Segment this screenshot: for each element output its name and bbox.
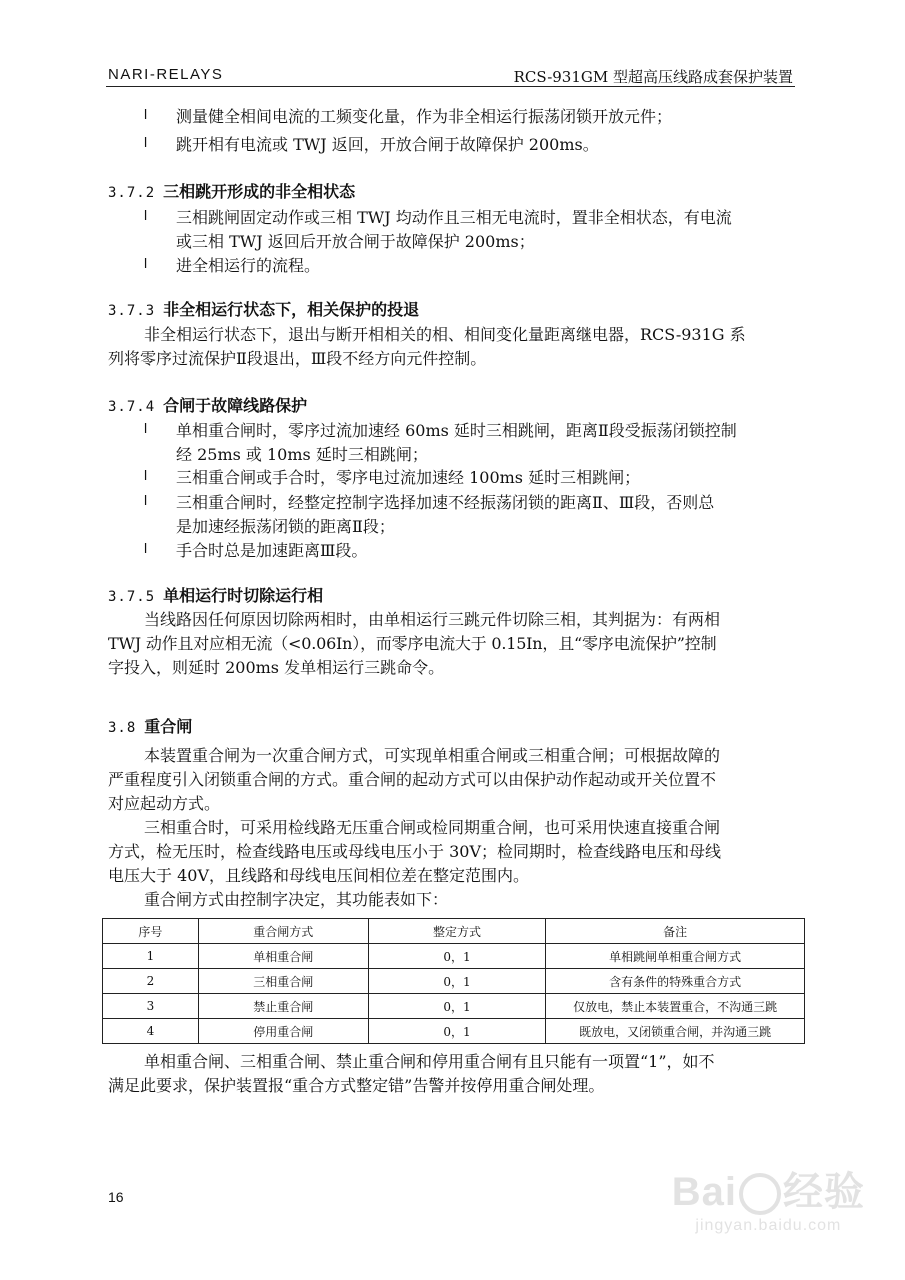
bullet-marker: l: [144, 420, 148, 436]
paragraph-line: 电压大于 40V，且线路和母线电压间相位差在整定范围内。: [108, 866, 530, 885]
section-title: 单相运行时切除运行相: [163, 586, 324, 605]
paragraph-line: 对应起动方式。: [108, 794, 221, 813]
section-title: 三相跳开形成的非全相状态: [163, 182, 356, 201]
table-cell: 停用重合闸: [198, 1019, 368, 1044]
section-number: 3.7.2: [108, 185, 156, 201]
bullet-text: 三相重合闸时，经整定控制字选择加速不经振荡闭锁的距离Ⅱ、Ⅲ段，否则总: [176, 493, 715, 512]
bullet-text: 单相重合闸时，零序过流加速经 60ms 延时三相跳闸，距离Ⅱ段受振荡闭锁控制: [176, 421, 737, 440]
table-cell: 4: [103, 1019, 199, 1044]
paragraph-line: 满足此要求，保护装置报“重合方式整定错”告警并按停用重合闸处理。: [108, 1076, 605, 1095]
table-cell: 三相重合闸: [198, 969, 368, 994]
paragraph-line: 当线路因任何原因切除两相时，由单相运行三跳元件切除三相，其判据为：有两相: [144, 610, 721, 629]
table-cell: 含有条件的特殊重合方式: [546, 969, 805, 994]
table-cell: 1: [103, 944, 199, 969]
bullet-marker: l: [144, 255, 148, 271]
header-divider: [106, 86, 795, 87]
bullet-text: 测量健全相间电流的工频变化量，作为非全相运行振荡闭锁开放元件；: [176, 107, 673, 126]
table-cell: 单相重合闸: [198, 944, 368, 969]
bullet-marker: l: [144, 134, 148, 150]
paragraph-line: 列将零序过流保护Ⅱ段退出，Ⅲ段不经方向元件控制。: [108, 349, 487, 368]
table-header-cell: 重合闸方式: [198, 919, 368, 944]
header-left-brand: NARI-RELAYS: [108, 66, 224, 83]
bullet-text-cont: 经 25ms 或 10ms 延时三相跳闸；: [176, 445, 428, 464]
paragraph-line: 方式，检无压时，检查线路电压或母线电压小于 30V；检同期时，检查线路电压和母线: [108, 842, 722, 861]
table-cell: 0，1: [368, 1019, 546, 1044]
section-title: 重合闸: [144, 717, 193, 736]
paragraph-line: 重合闸方式由控制字决定，其功能表如下：: [144, 890, 449, 909]
bullet-text: 手合时总是加速距离Ⅲ段。: [176, 541, 368, 560]
section-heading-3-7-4: [108, 393, 307, 416]
table-cell: 0，1: [368, 944, 546, 969]
section-number: 3.7.3: [108, 303, 156, 319]
paragraph-line: 严重程度引入闭锁重合闸的方式。重合闸的起动方式可以由保护动作起动或开关位置不: [108, 770, 717, 789]
table-row: [103, 1019, 805, 1044]
table-cell: 单相跳闸单相重合闸方式: [546, 944, 805, 969]
section-heading-3-7-5: [108, 583, 323, 606]
watermark-brand-a: Bai: [671, 1170, 737, 1214]
paragraph-line: 三相重合时，可采用检线路无压重合闸或检同期重合闸，也可采用快速直接重合闸: [144, 818, 721, 837]
bullet-text: 三相重合闸或手合时，零序电过流加速经 100ms 延时三相跳闸；: [176, 468, 641, 487]
watermark-url: jingyan.baidu.com: [695, 1217, 842, 1234]
section-number: 3.7.4: [108, 399, 156, 415]
table-cell: 0，1: [368, 994, 546, 1019]
table-cell: 禁止重合闸: [198, 994, 368, 1019]
table-cell: 既放电，又闭锁重合闸，并沟通三跳: [546, 1019, 805, 1044]
bullet-text-cont: 或三相 TWJ 返回后开放合闸于故障保护 200ms；: [176, 232, 535, 251]
table-cell: 3: [103, 994, 199, 1019]
table-cell: 仅放电，禁止本装置重合，不沟通三跳: [546, 994, 805, 1019]
section-title: 非全相运行状态下，相关保护的投退: [163, 300, 420, 319]
section-title: 合闸于故障线路保护: [163, 396, 308, 415]
section-number: 3.7.5: [108, 589, 156, 605]
section-heading-3-7-3: [108, 297, 419, 320]
reclose-mode-table: [102, 918, 805, 1044]
bullet-marker: l: [144, 540, 148, 556]
bullet-marker: l: [144, 207, 148, 223]
watermark-brand: [672, 1160, 865, 1217]
table-header-cell: 序号: [103, 919, 199, 944]
table-header-cell: 整定方式: [368, 919, 546, 944]
section-heading-3-8: [108, 714, 192, 737]
paragraph-line: TWJ 动作且对应相无流（<0.06In），而零序电流大于 0.15In，且“零序电流保护”控制: [108, 634, 717, 653]
header-right-title: RCS-931GM 型超高压线路成套保护装置: [513, 68, 793, 86]
paragraph-line: 非全相运行状态下，退出与断开相相关的相、相间变化量距离继电器，RCS-931G 系: [144, 325, 746, 344]
paragraph-line: 单相重合闸、三相重合闸、禁止重合闸和停用重合闸有且只能有一项置“1”，如不: [144, 1052, 715, 1071]
bullet-text: 进全相运行的流程。: [176, 256, 321, 275]
bullet-text-cont: 是加速经振荡闭锁的距离Ⅱ段；: [176, 517, 395, 536]
table-header-cell: 备注: [546, 919, 805, 944]
page-number: 16: [108, 1189, 124, 1205]
bullet-marker: l: [144, 106, 148, 122]
table-row: [103, 969, 805, 994]
bullet-marker: l: [144, 467, 148, 483]
table-cell: 2: [103, 969, 199, 994]
bullet-marker: l: [144, 492, 148, 508]
watermark-brand-b: 经验: [783, 1170, 865, 1214]
table-cell: 0，1: [368, 969, 546, 994]
bullet-text: 跳开相有电流或 TWJ 返回，开放合闸于故障保护 200ms。: [176, 135, 599, 154]
paragraph-line: 本装置重合闸为一次重合闸方式，可实现单相重合闸或三相重合闸；可根据故障的: [144, 746, 721, 765]
section-heading-3-7-2: [108, 179, 355, 202]
table-header-row: [103, 919, 805, 944]
paw-icon: [739, 1173, 781, 1215]
table-row: [103, 944, 805, 969]
table-row: [103, 994, 805, 1019]
section-number: 3.8: [108, 720, 137, 736]
bullet-text: 三相跳闸固定动作或三相 TWJ 均动作且三相无电流时，置非全相状态，有电流: [176, 208, 732, 227]
paragraph-line: 字投入，则延时 200ms 发单相运行三跳命令。: [108, 658, 445, 677]
baidu-watermark: [672, 1160, 865, 1235]
